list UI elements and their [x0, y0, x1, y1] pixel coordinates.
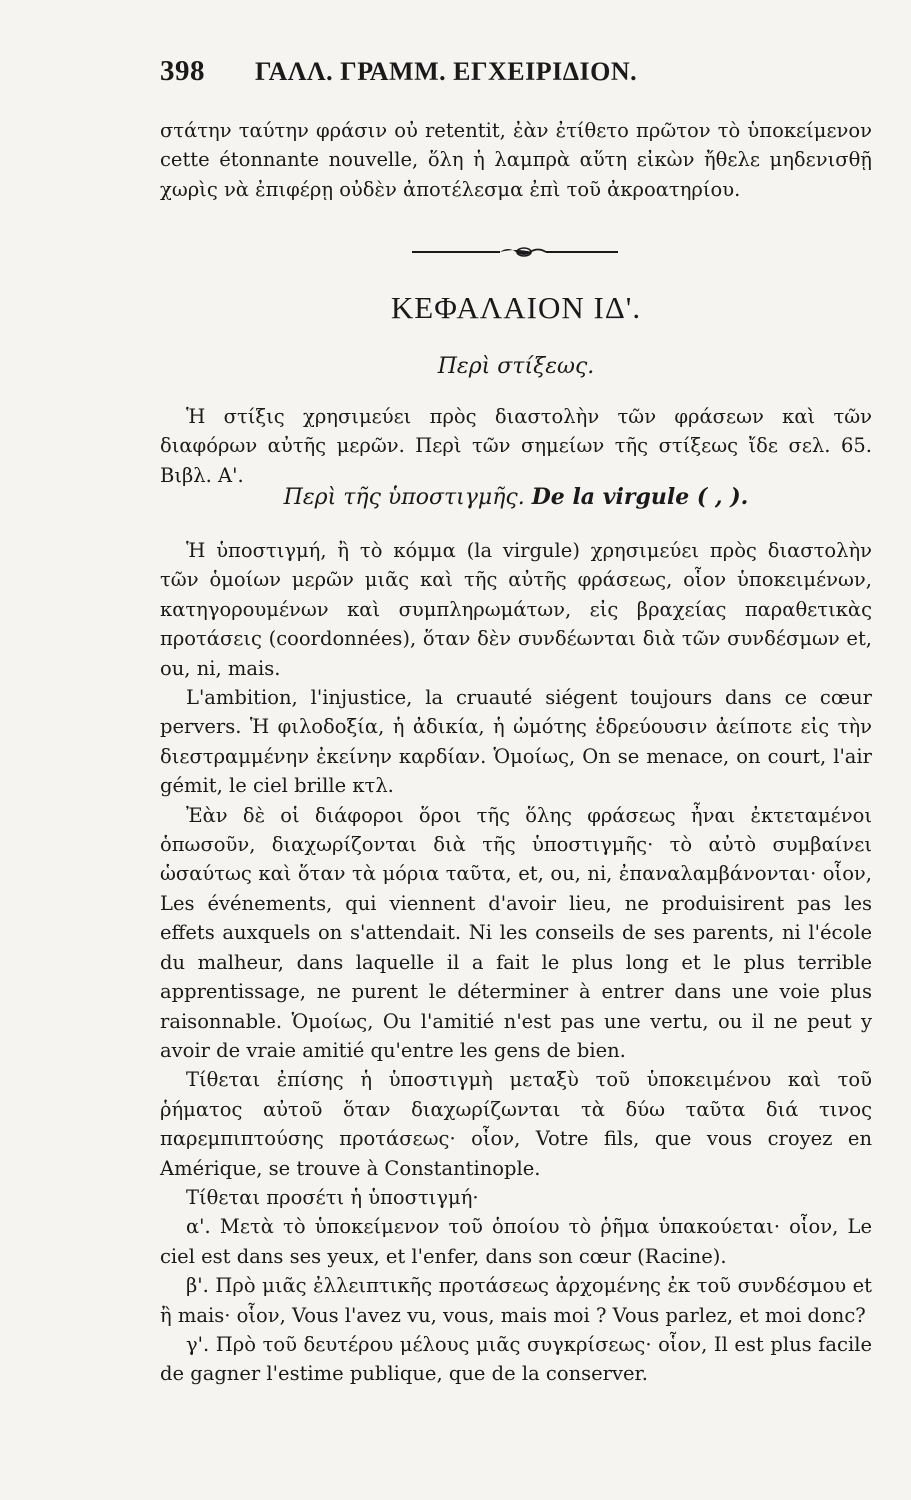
paragraph-6: α'. Μετὰ τὸ ὑποκείμενον τοῦ ὁποίου τὸ ῥῆμα ὑπακούεται· οἷον, Le ciel est dans ses yeux, et l'enfer, dans son cœur (Racine). — [160, 1215, 872, 1268]
chapter-intro — [160, 402, 872, 490]
paragraph-5: Τίθεται προσέτι ἡ ὑποστιγμή· — [186, 1185, 479, 1209]
divider-ornament — [412, 244, 618, 260]
paragraph-8: γ'. Πρὸ τοῦ δευτέρου μέλους μιᾶς συγκρίσεως· οἷον, Il est plus facile de gagner l'estime publique, que de la conserver. — [160, 1332, 872, 1386]
intro-paragraph: στάτην ταύτην φράσιν οὐ retentit, ἐὰν ἐτίθετο πρῶτον τὸ ὑποκείμενον cette étonnante nouvelle, ὅλη ἡ λαμπρὰ αὕτη εἰκὼν ἤθελε μηδενισθῇ χωρὶς νὰ ἐπιφέρῃ οὐδὲν ἀποτέλεσμα ἐπὶ τοῦ ἀκροατηρίου. — [160, 119, 872, 201]
chapter-title: ΚΕΦΑΛΑΙΟΝ ΙΔ'. — [390, 290, 642, 325]
paragraph-7: β'. Πρὸ μιᾶς ἐλλειπτικῆς προτάσεως ἀρχομένης ἐκ τοῦ συνδέσμου et ἢ mais· οἷον, Vous l'avez vu, vous, mais moi ? Vous parlez, et moi donc? — [160, 1274, 872, 1327]
subheading — [160, 484, 872, 510]
page-header — [160, 55, 872, 95]
intro-text — [160, 116, 872, 204]
running-title: ΓΑΛΛ. ΓΡΑΜΜ. ΕΓΧΕΙΡΙΔΙΟΝ. — [255, 57, 638, 86]
subheading-greek: Περὶ τῆς ὑποστιγμῆς. — [283, 485, 525, 510]
paragraph-3: Ἐὰν δὲ οἱ διάφοροι ὅροι τῆς ὅλης φράσεως ἦναι ἐκτεταμένοι ὁπωσοῦν, διαχωρίζονται διὰ τῆς ὑποστιγμῆς· τὸ αὐτὸ συμβαίνει ὡσαύτως καὶ ὅταν τὰ μόρια ταῦτα, et, ou, ni, ἐπαναλαμβάνονται· οἷον, Les événements, qui viennent d'avoir lieu, ne produisirent pas les effets auxquels on s'attendait. Ni les conseils de ses parents, ni l'école du malheur, dans laquelle il a fait le plus long et le plus terrible apprentissage, ne purent le déterminer à entrer dans une voie plus raisonnable. Ὁμοίως, Ou l'amitié n'est pas une vertu, ou il ne peut y avoir de vraie amitié qu'entre les gens de bien. — [160, 803, 872, 1062]
page-number: 398 — [160, 55, 205, 87]
paragraph-4: Τίθεται ἐπίσης ἡ ὑποστιγμὴ μεταξὺ τοῦ ὑποκειμένου καὶ τοῦ ῥήματος αὐτοῦ ὅταν διαχωρίζωνται τὰ δύω ταῦτα διά τινος παρεμπιπτούσης προτάσεως· οἷον, Votre fils, que vous croyez en Amérique, se trouve à Constantinople. — [160, 1068, 872, 1180]
paragraph-1: Ἡ ὑποστιγμή, ἢ τὸ κόμμα (la virgule) χρησιμεύει πρὸς διαστολὴν τῶν ὁμοίων μερῶν μιᾶς καὶ τῆς αὐτῆς φράσεως, οἷον ὑποκειμένων, κατηγορουμένων καὶ συμπληρωμάτων, εἰς βραχείας παραθετικὰς προτάσεις (coordonnées), ὅταν δὲν συνδέωνται διὰ τῶν συνδέσμων et, ou, ni, mais. — [160, 539, 872, 680]
main-text — [160, 536, 872, 1389]
subheading-french: De la virgule ( , ). — [531, 484, 749, 510]
chapter-intro-paragraph: Ἡ στίξις χρησιμεύει πρὸς διαστολὴν τῶν φράσεων καὶ τῶν διαφόρων αὐτῆς μερῶν. Περὶ τῶν σημείων τῆς στίξεως ἴδε σελ. 65. Βιβλ. Α'. — [160, 405, 872, 487]
section-title: Περὶ στίξεως. — [437, 354, 595, 379]
paragraph-2: L'ambition, l'injustice, la cruauté siégent toujours dans ce cœur pervers. Ἡ φιλοδοξία, ἡ ἀδικία, ἡ ὠμότης ἑδρεύουσιν ἀείποτε εἰς τὴν διεστραμμένην ἐκείνην καρδίαν. Ὁμοίως, On se menace, on court, l'air gémit, le ciel brille κτλ. — [160, 686, 872, 798]
